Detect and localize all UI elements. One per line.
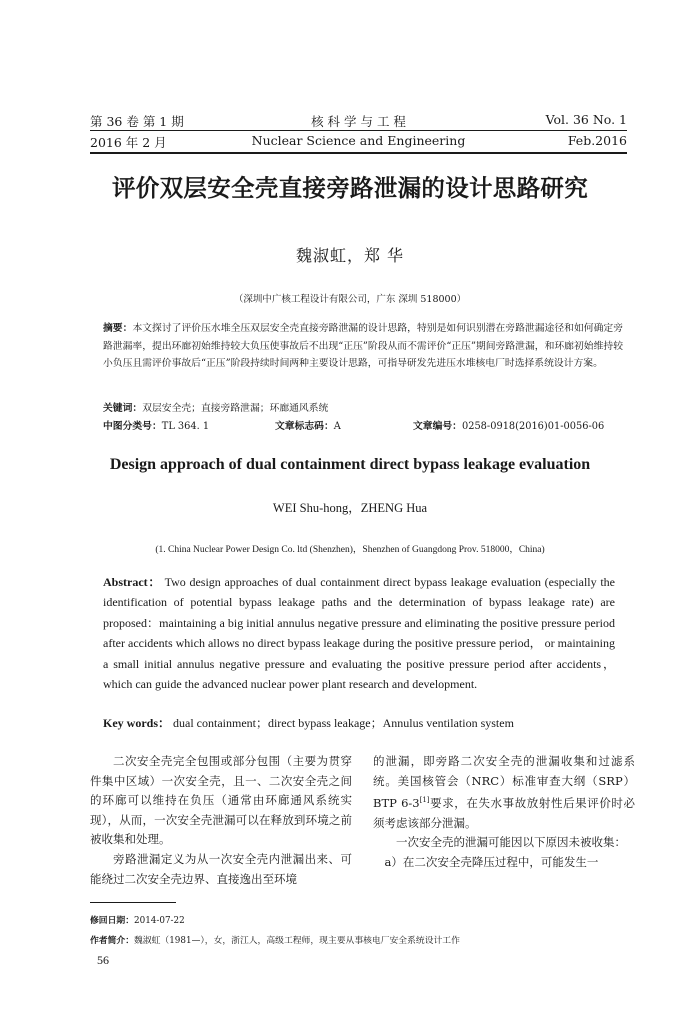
clc-number: 中图分类号：TL 364. 1 (103, 421, 210, 432)
paper-title-en: Design approach of dual containment direct bypass leakage evaluation (109, 456, 591, 473)
authors-cn: 魏淑虹，郑 华 (295, 246, 405, 265)
keywords-en-label: Key words： (103, 716, 170, 730)
header-divider-thin (90, 130, 627, 131)
body-column-left (90, 752, 352, 889)
footnote-divider (90, 902, 176, 903)
authors-en: WEI Shu-hong，ZHENG Hua (272, 501, 428, 515)
abstract-cn-label: 摘要： (103, 323, 133, 334)
date-cn: 2016 年 2 月 (90, 135, 167, 150)
body-paragraph: 二次安全壳完全包围或部分包围（主要为贯穿件集中区域）一次安全壳，且一、二次安全壳之间的环廊可以维持在负压（通常由环廊通风系统实现），从而，一次安全壳泄漏可以在释放到环境之前被收集和处理。 (90, 754, 352, 847)
affiliation-en: (1. China Nuclear Power Design Co. ltd (Shenzhen)，Shenzhen of Guangdong Prov. 518000，China) (155, 545, 545, 555)
header-divider-thick (90, 152, 627, 154)
footnote-received-date: 修回日期：2014-07-22 (90, 916, 185, 926)
keywords-en (103, 714, 623, 731)
footnote-author-bio: 作者简介：魏淑虹（1981—），女，浙江人，高级工程师，现主要从事核电厂安全系统设计工作 (90, 936, 460, 946)
journal-name-cn: 核 科 学 与 工 程 (311, 114, 406, 129)
body-list-item: a）在二次安全壳降压过程中，可能发生一 (384, 854, 599, 869)
abstract-en-label: Abstract： (103, 575, 162, 589)
abstract-en-text: Two design approaches of dual containment direct bypass leakage evaluation (especially the identification of potential bypass leakage paths and the determination of bypass leakage rate) are proposed：maintaining a big initial annulus negative pressure and eliminating the positive pressure period after accidents which allows no direct bypass leakage during the positive pressure period， or maintaining a small initial annulus negative pressure and evaluating the positive pressure period after accidents， which can guide the advanced nuclear power plant research and development. (103, 575, 616, 692)
keywords-cn-label: 关键词： (103, 403, 143, 414)
paper-title-cn: 评价双层安全壳直接旁路泄漏的设计思路研究 (112, 174, 588, 202)
keywords-cn-text: 双层安全壳；直接旁路泄漏；环廊通风系统 (142, 403, 329, 414)
document-code: 文章标志码：A (275, 421, 341, 432)
volume-issue-cn: 第 36 卷 第 1 期 (90, 114, 184, 129)
abstract-cn-text: 本文探讨了评价压水堆全压双层安全壳直接旁路泄漏的设计思路，特别是如何识别潜在旁路泄漏途径和如何确定旁路泄漏率，提出环廊初始维持较大负压使事故后不出现“正压”阶段从而不需评价“正压”期间旁路泄漏，和环廊初始维持较小负压且需评价事故后“正压”阶段持续时间两种主要设计思路，可指导研发先进压水堆核电厂时选择系统设计方案。 (103, 323, 624, 370)
date-en: Feb.2016 (567, 133, 627, 148)
volume-issue-en: Vol. 36 No. 1 (545, 112, 627, 127)
citation-ref: [1] (419, 796, 430, 805)
journal-name-en: Nuclear Science and Engineering (251, 133, 466, 148)
keywords-cn (103, 400, 623, 418)
abstract-en (103, 572, 615, 694)
affiliation-cn: （深圳中广核工程设计有限公司，广东 深圳 518000） (233, 294, 467, 305)
keywords-en-text: dual containment；direct bypass leakage；Annulus ventilation system (173, 716, 514, 730)
abstract-cn (103, 320, 623, 373)
body-paragraph: 一次安全壳的泄漏可能因以下原因未被收集： (396, 835, 626, 850)
article-number: 文章编号：0258-0918(2016)01-0056-06 (413, 421, 605, 432)
page-number: 56 (97, 953, 109, 967)
body-column-right (373, 752, 635, 872)
body-paragraph: 的泄漏，即旁路二次安全壳的泄漏收集和过滤系统。美国核管会（NRC）标准审查大纲（SRP）BTP 6-3[1]要求，在失水事故放射性后果评价时必须考虑该部分泄漏。 (373, 754, 635, 830)
body-paragraph: 旁路泄漏定义为从一次安全壳内泄漏出来、可能绕过二次安全壳边界、直接逸出至环境 (90, 851, 352, 886)
